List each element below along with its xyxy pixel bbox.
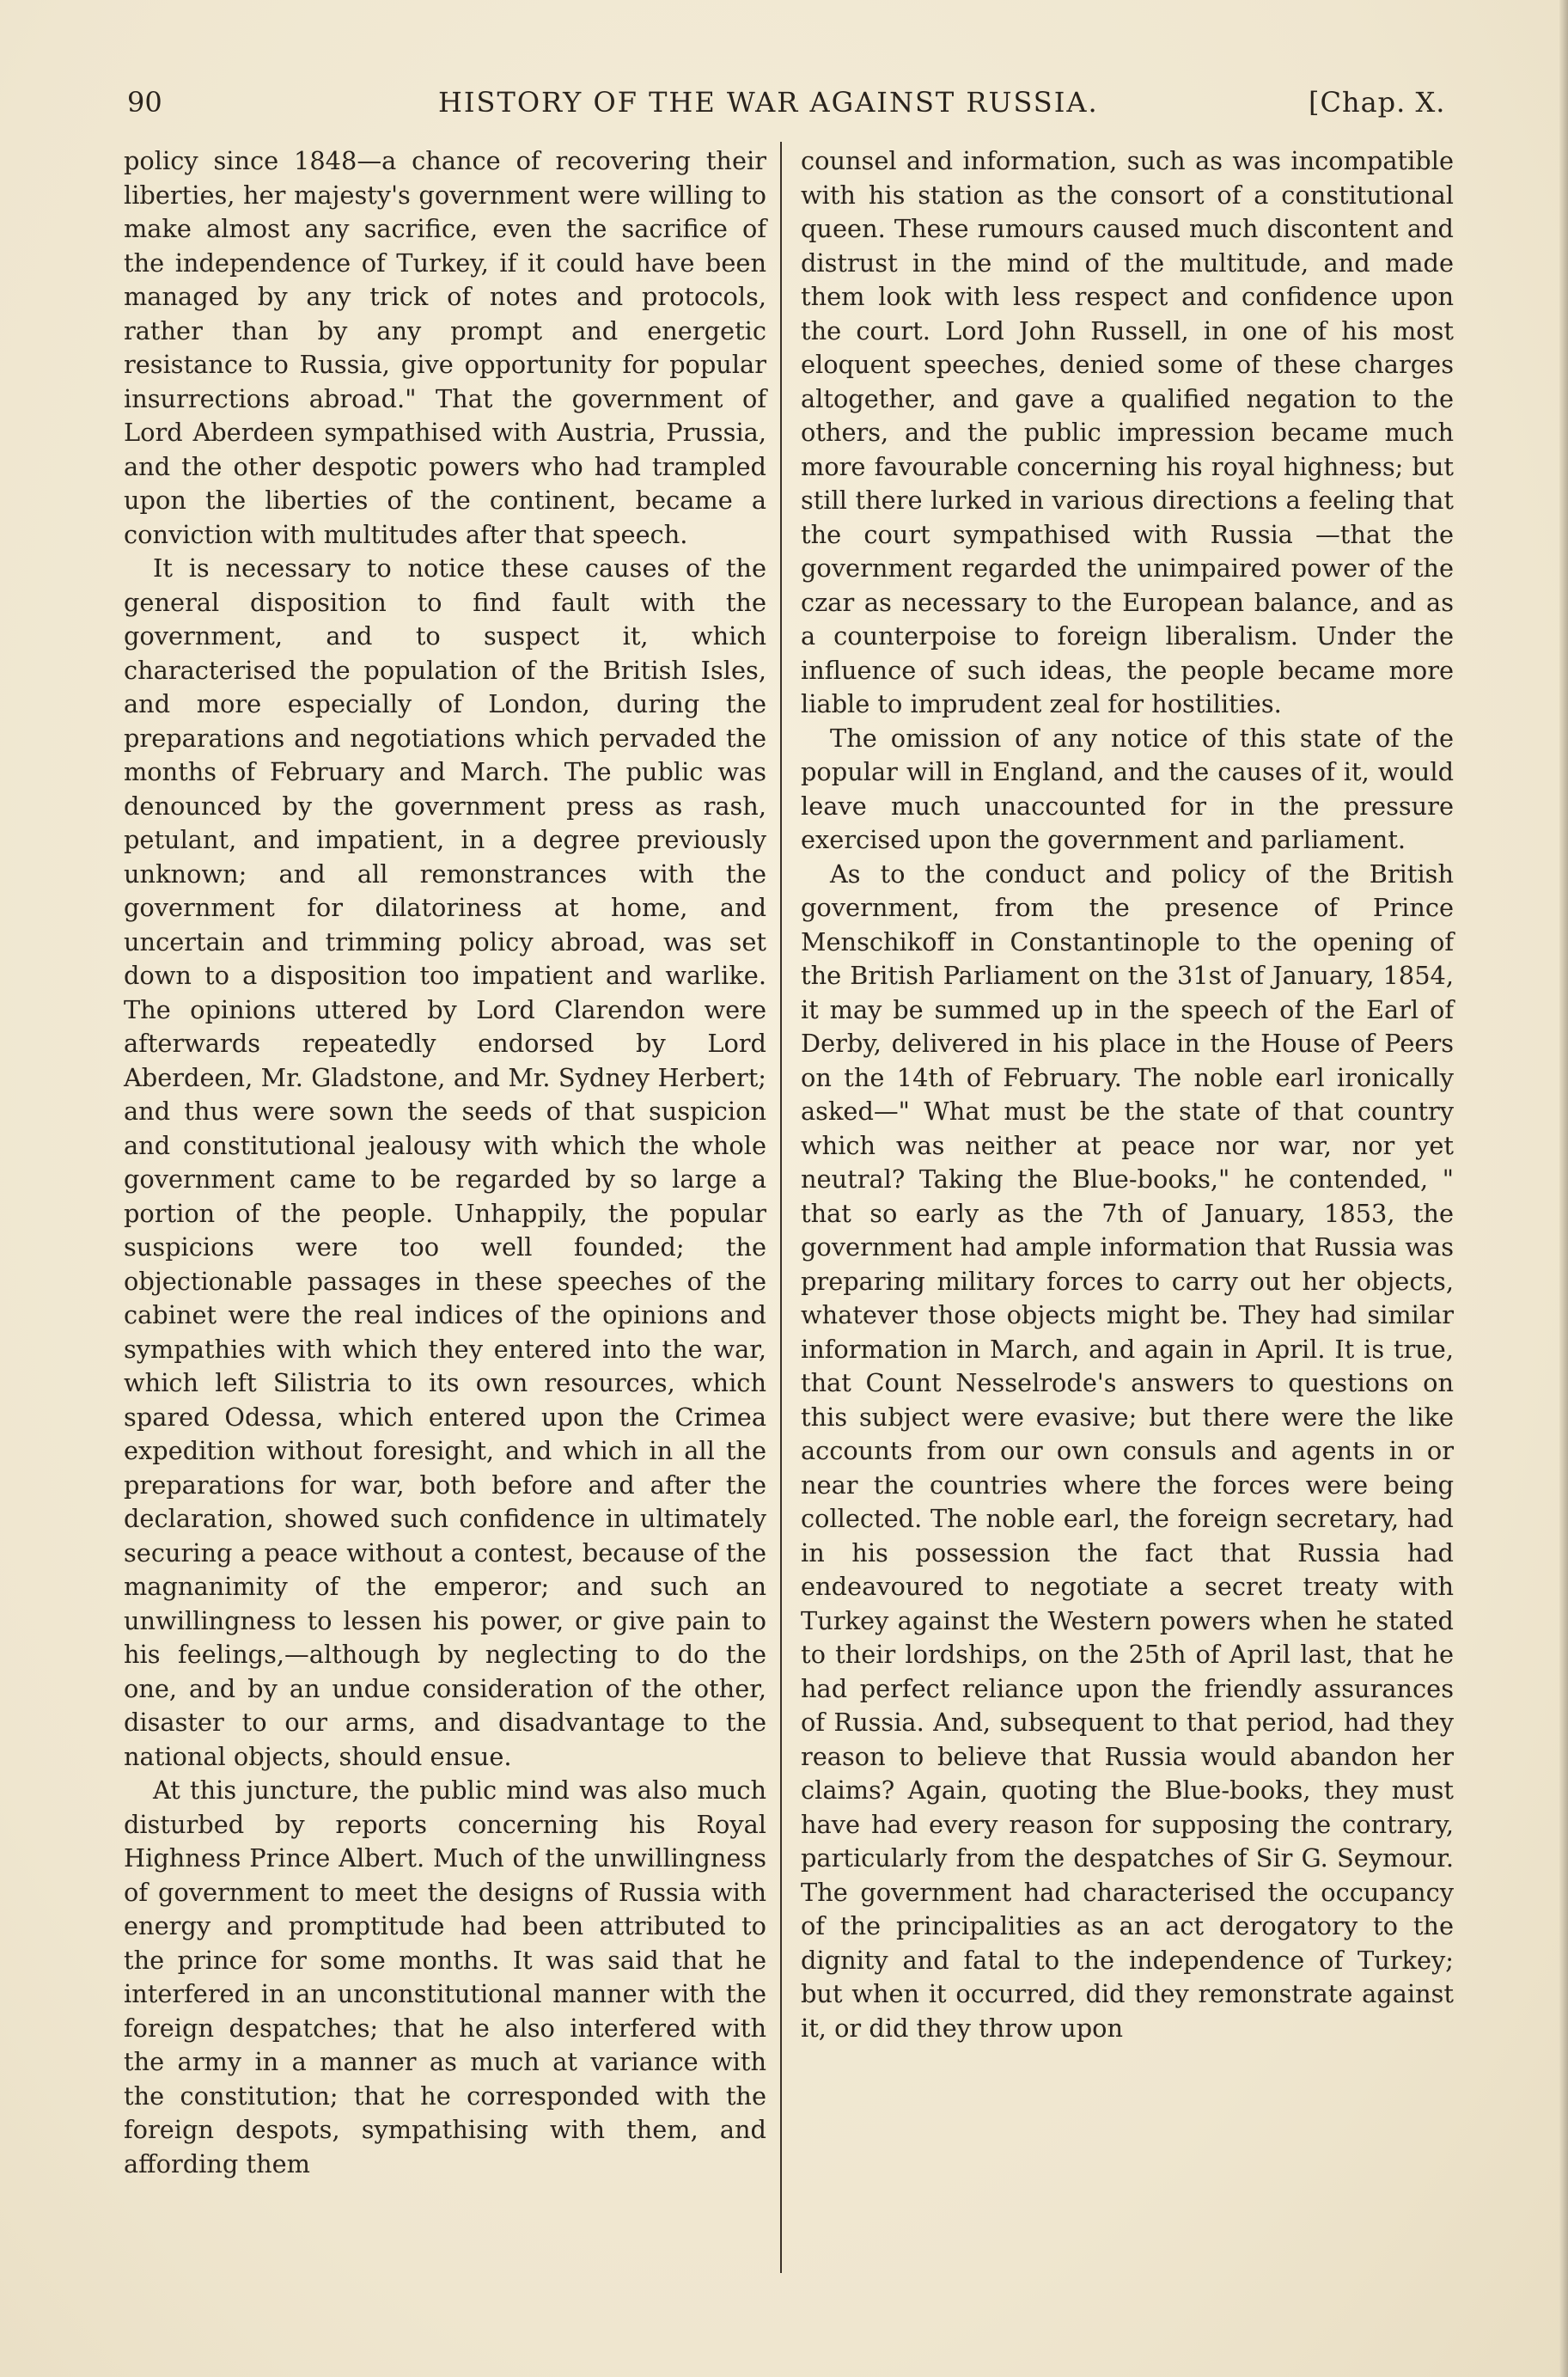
right-column: [801, 144, 1454, 2045]
running-title: HISTORY OF THE WAR AGAINST RUSSIA.: [438, 86, 1099, 119]
running-header: [93, 86, 1459, 137]
paragraph: counsel and information, such as was incompatible with his station as the consort of a constitutional queen. These rumours caused much discontent and distrust in the mind of the multitude, and made them look with less respect and confidence upon the court. Lord John Russell, in one of his most eloquent speeches, denied some of these charges altogether, and gave a qualified negation to the others, and the public impression became much more favourable concerning his royal highness; but still there lurked in various directions a feeling that the court sympathised with Russia —that the government regarded the unimpaired power of the czar as necessary to the European balance, and as a counterpoise to foreign liberalism. Under the influence of such ideas, the people became more liable to imprudent zeal for hostilities.: [801, 146, 1454, 718]
paragraph: It is necessary to notice these causes of the general disposition to find fault with the government, and to suspect it, which characterised the population of the British Isles, and more especially of London, during the preparations and negotiations which pervaded the months of February and March. The public was denounced by the government press as rash, petulant, and impatient, in a degree previously unknown; and all remonstrances with the government for dilatoriness at home, and uncertain and trimming policy abroad, was set down to a disposition too impatient and warlike. The opinions uttered by Lord Clarendon were afterwards repeatedly endorsed by Lord Aberdeen, Mr. Gladstone, and Mr. Sydney Herbert; and thus were sown the seeds of that suspicion and constitutional jealousy with which the whole government came to be regarded by so large a portion of the people. Unhappily, the popular suspicions were too well founded; the objectionable passages in these speeches of the cabinet were the real indices of the opinions and sympathies with which they entered into the war, which left Silistria to its own resources, which spared Odessa, which entered upon the Crimea expedition without foresight, and which in all the preparations for war, both before and after the declaration, showed such confidence in ultimately securing a peace without a contest, because of the magnanimity of the emperor; and such an unwillingness to lessen his power, or give pain to his feelings,—although by neglecting to do the one, and by an undue consideration of the other, disaster to our arms, and disadvantage to the national objects, should ensue.: [124, 553, 766, 1771]
left-column: [124, 144, 766, 2181]
page-edge-shadow: [1559, 0, 1568, 2377]
paragraph: policy since 1848—a chance of recovering their liberties, her majesty's government were willing to make almost any sacrifice, even the sacrifice of the independence of Turkey, if it could have been managed by any trick of notes and protocols, rather than by any prompt and energetic resistance to Russia, give opportunity for popular insurrections abroad." That the government of Lord Aberdeen sympathised with Austria, Prussia, and the other despotic powers who had trampled upon the liberties of the continent, became a conviction with multitudes after that speech.: [124, 146, 766, 549]
page-number: 90: [127, 86, 162, 119]
paragraph: At this juncture, the public mind was also much disturbed by reports concerning his Royal Highness Prince Albert. Much of the unwillingness of government to meet the designs of Russia with energy and promptitude had been attributed to the prince for some months. It was said that he interfered in an unconstitutional manner with the foreign despatches; that he also interfered with the army in a manner as much at variance with the constitution; that he corresponded with the foreign despots, sympathising with them, and affording them: [124, 1775, 766, 2178]
paragraph: The omission of any notice of this state of the popular will in England, and the causes of it, would leave much unaccounted for in the pressure exercised upon the government and parliament.: [801, 723, 1454, 854]
chapter-label: [Chap. X.: [1309, 86, 1446, 119]
column-divider: [780, 142, 782, 2273]
paragraph: As to the conduct and policy of the British government, from the presence of Prince Menschikoff in Constantinople to the opening of the British Parliament on the 31st of January, 1854, it may be summed up in the speech of the Earl of Derby, delivered in his place in the House of Peers on the 14th of February. The noble earl ironically asked—" What must be the state of that country which was neither at peace nor war, nor yet neutral? Taking the Blue-books," he contended, " that so early as the 7th of January, 1853, the government had ample information that Russia was preparing military forces to carry out her objects, whatever those objects might be. They had similar information in March, and again in April. It is true, that Count Nesselrode's answers to questions on this subject were evasive; but there were the like accounts from our own consuls and agents in or near the countries where the forces were being collected. The noble earl, the foreign secretary, had in his possession the fact that Russia had endeavoured to negotiate a secret treaty with Turkey against the Western powers when he stated to their lordships, on the 25th of April last, that he had perfect reliance upon the friendly assurances of Russia. And, subsequent to that period, had they reason to believe that Russia would abandon her claims? Again, quoting the Blue-books, they must have had every reason for supposing the contrary, particularly from the despatches of Sir G. Seymour. The government had characterised the occupancy of the principalities as an act derogatory to the dignity and fatal to the independence of Turkey; but when it occurred, did they remonstrate against it, or did they throw upon: [801, 859, 1454, 2043]
